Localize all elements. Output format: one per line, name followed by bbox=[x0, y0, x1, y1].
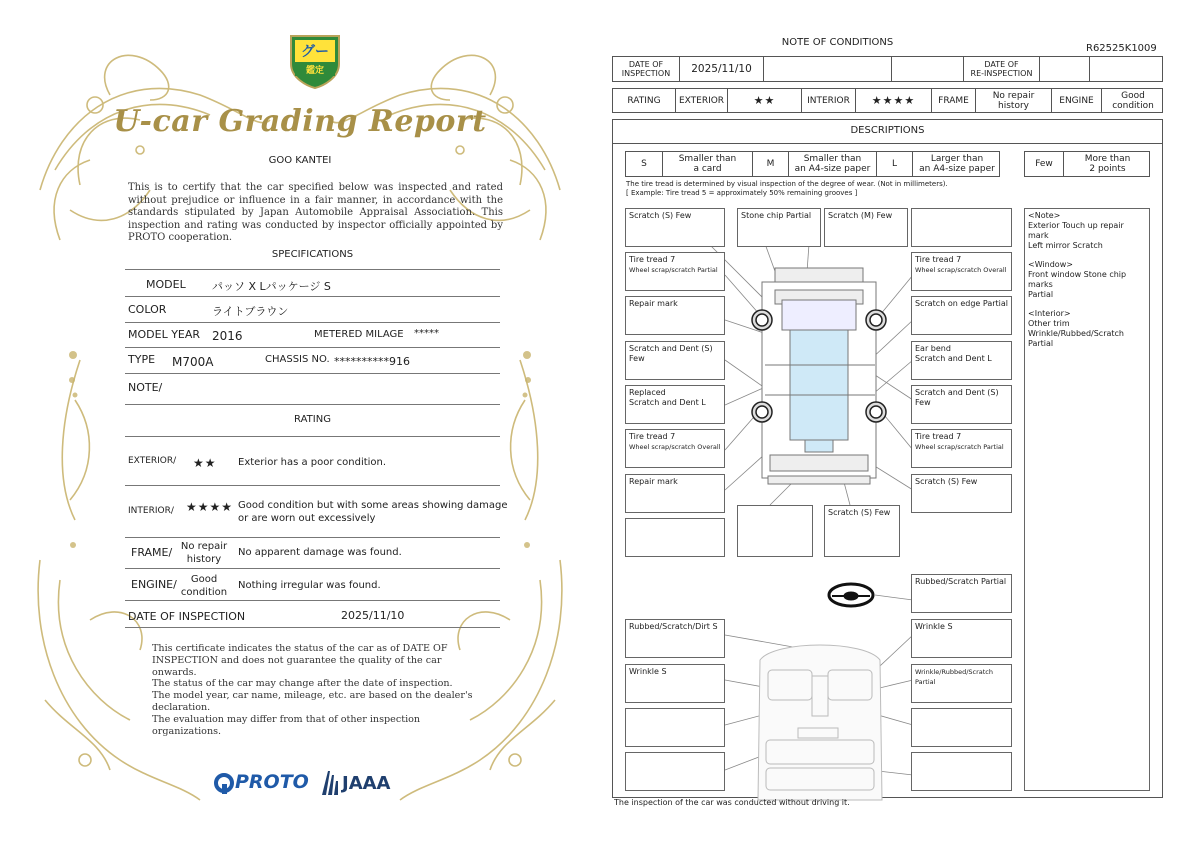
note-line: Replaced bbox=[629, 388, 666, 397]
interior-label: INTERIOR bbox=[801, 89, 855, 112]
model-year-value: 2016 bbox=[212, 329, 243, 343]
color-value: ライトブラウン bbox=[212, 305, 289, 318]
divider bbox=[125, 404, 500, 405]
interior-label: INTERIOR/ bbox=[128, 506, 174, 516]
label-line: INSPECTION bbox=[621, 69, 671, 78]
note-of-conditions-sheet bbox=[600, 0, 1200, 848]
damage-note: Scratch (S) Few bbox=[824, 505, 900, 557]
value-line: condition bbox=[1112, 100, 1154, 111]
footer-line: The model year, car name, mileage, etc. are based on the dealer's bbox=[152, 690, 473, 702]
divider bbox=[125, 600, 500, 601]
note-line: Ear bend bbox=[915, 344, 951, 353]
model-value: パッソ X Lパッケージ S bbox=[212, 280, 331, 293]
legend-line: a card bbox=[693, 164, 722, 174]
rating-heading: RATING bbox=[294, 414, 331, 425]
note-line: Wheel scrap/scratch Partial bbox=[915, 443, 1004, 451]
interior-desc-line1: Good condition but with some areas showing damage bbox=[238, 500, 508, 511]
divider bbox=[125, 537, 500, 538]
damage-note bbox=[625, 252, 725, 291]
damage-note: Rubbed/Scratch/Dirt S bbox=[625, 619, 725, 658]
certificate-footer bbox=[152, 643, 482, 737]
note-line: Scratch and Dent L bbox=[915, 354, 992, 363]
model-label: MODEL bbox=[146, 278, 186, 291]
value-line: Good bbox=[1121, 90, 1145, 101]
legend-line: an A4-size paper bbox=[919, 164, 995, 174]
value-line: No repair bbox=[992, 90, 1035, 101]
note-line: Wrinkle/Rubbed/Scratch bbox=[1028, 329, 1124, 338]
footer-line: INSPECTION and does not guarantee the quality of the car onwards. bbox=[152, 654, 442, 678]
jaaa-logo-text: JAAA bbox=[342, 773, 391, 794]
color-label: COLOR bbox=[128, 303, 167, 316]
note-line: Wheel scrap/scratch Partial bbox=[629, 266, 718, 274]
proto-mark-icon bbox=[213, 771, 235, 795]
divider bbox=[125, 436, 500, 437]
note-line: Tire tread 7 bbox=[629, 255, 676, 264]
note-line: Wheel scrap/scratch Overall bbox=[915, 266, 1007, 274]
damage-note: Scratch and Dent (S) Few bbox=[911, 385, 1012, 424]
goo-kantei-badge bbox=[287, 30, 343, 90]
damage-note: Wrinkle S bbox=[911, 619, 1012, 658]
divider bbox=[125, 322, 500, 323]
interior-heading: <Interior> bbox=[1028, 309, 1071, 318]
divider bbox=[125, 269, 500, 270]
note-line: Partial bbox=[1028, 290, 1054, 299]
notes-panel bbox=[1024, 208, 1150, 791]
conditions-title: NOTE OF CONDITIONS bbox=[781, 37, 894, 48]
divider bbox=[125, 627, 500, 628]
value-line: history bbox=[998, 100, 1029, 111]
note-line: Tire tread 7 bbox=[629, 432, 676, 441]
damage-note: Wrinkle S bbox=[625, 664, 725, 703]
label-line: DATE OF bbox=[628, 60, 664, 69]
legend-line: Larger than bbox=[930, 154, 984, 164]
type-value: M700A bbox=[172, 355, 214, 369]
certificate-intro: This is to certify that the car specified below was inspected and rated without prejudice or influence in a fair manner, in accordance with the standards stipulated by Japan Automobile Appraisal Association. This inspection and rating was conducted by inspector officially appointed by PROTO cooperation. bbox=[128, 182, 503, 243]
engine-label: ENGINE/ bbox=[131, 578, 177, 591]
exterior-label: EXTERIOR bbox=[675, 89, 727, 112]
window-heading: <Window> bbox=[1028, 260, 1073, 269]
damage-note-empty bbox=[625, 518, 725, 557]
damage-note bbox=[911, 252, 1012, 291]
legend-line: an A4-size paper bbox=[794, 164, 871, 174]
tire-note-line1: The tire tread is determined by visual inspection of the degree of wear. (Not in millimeters). bbox=[626, 180, 948, 188]
chassis-value: **********916 bbox=[334, 355, 410, 368]
exterior-stars: ★★ bbox=[193, 456, 217, 470]
legend-s: S bbox=[641, 159, 647, 169]
inspection-footer: The inspection of the car was conducted without driving it. bbox=[614, 798, 850, 807]
note-line: Scratch and Dent L bbox=[629, 398, 706, 407]
damage-note: Scratch (M) Few bbox=[824, 208, 908, 247]
damage-note: Stone chip Partial bbox=[737, 208, 821, 247]
engine-label: ENGINE bbox=[1051, 89, 1101, 112]
inspection-date-value: 2025/11/10 bbox=[341, 609, 405, 622]
note-label: NOTE/ bbox=[128, 381, 163, 394]
legend-few: Few bbox=[1035, 159, 1053, 169]
interior-desc-line2: or are worn out excessively bbox=[238, 513, 376, 524]
footer-line: declaration. bbox=[152, 701, 211, 713]
damage-note: Scratch (S) Few bbox=[911, 474, 1012, 513]
footer-line: The status of the car may change after the date of inspection. bbox=[152, 678, 453, 690]
note-line: Wheel scrap/scratch Overall bbox=[629, 443, 721, 451]
footer-line: The evaluation may differ from that of other inspection organizations. bbox=[152, 713, 421, 737]
divider bbox=[125, 568, 500, 569]
legend-line: 2 points bbox=[1089, 164, 1126, 174]
inspection-date-label: DATE OF INSPECTION bbox=[128, 610, 246, 623]
frame-label: FRAME bbox=[931, 89, 975, 112]
jaaa-mark-icon bbox=[318, 769, 340, 797]
divider bbox=[125, 296, 500, 297]
divider bbox=[125, 347, 500, 348]
damage-note: Repair mark bbox=[625, 296, 725, 335]
engine-desc: Nothing irregular was found. bbox=[238, 580, 381, 591]
legend-m: M bbox=[752, 152, 788, 176]
damage-note: Scratch and Dent (S) Few bbox=[625, 341, 725, 380]
exterior-stars: ★★ bbox=[727, 89, 801, 112]
reference-number: R62525K1009 bbox=[1086, 43, 1157, 54]
model-year-label: MODEL YEAR bbox=[128, 328, 201, 341]
tire-note-line2: [ Example: Tire tread 5 = approximately 50% remaining grooves ] bbox=[626, 189, 858, 197]
damage-note: Scratch (S) Few bbox=[625, 208, 725, 247]
legend-line: More than bbox=[1084, 154, 1131, 164]
note-line: Left mirror Scratch bbox=[1028, 241, 1103, 250]
damage-note-empty bbox=[625, 752, 725, 791]
damage-note: Rubbed/Scratch Partial bbox=[911, 574, 1012, 613]
damage-note bbox=[911, 341, 1012, 380]
note-line: Exterior Touch up repair mark bbox=[1028, 221, 1124, 240]
type-label: TYPE bbox=[128, 353, 156, 366]
divider bbox=[125, 373, 500, 374]
note-line: Front window Stone chip marks bbox=[1028, 270, 1127, 289]
exterior-desc: Exterior has a poor condition. bbox=[238, 457, 387, 468]
damage-note-empty bbox=[737, 505, 813, 557]
damage-note-empty bbox=[911, 708, 1012, 747]
legend-l: L bbox=[876, 152, 912, 176]
damage-note bbox=[625, 429, 725, 468]
note-heading: <Note> bbox=[1028, 211, 1061, 220]
badge-text-top: グー bbox=[301, 44, 329, 60]
note-line: Tire tread 7 bbox=[915, 432, 962, 441]
note-line: Tire tread 7 bbox=[915, 255, 962, 264]
metered-mileage-value: ***** bbox=[414, 328, 439, 339]
frame-value-line2: history bbox=[186, 554, 222, 565]
engine-value-line1: Good bbox=[190, 574, 218, 585]
frame-label: FRAME/ bbox=[131, 546, 173, 559]
label-line: DATE OF bbox=[984, 60, 1019, 69]
report-title: U-car Grading Report bbox=[113, 104, 487, 139]
frame-value-line1: No repair bbox=[180, 541, 228, 552]
damage-note bbox=[911, 429, 1012, 468]
note-line: Partial bbox=[1028, 339, 1054, 348]
steering-wheel-icon bbox=[829, 584, 873, 606]
report-subtitle: GOO KANTEI bbox=[268, 155, 332, 166]
damage-note: Scratch on edge Partial bbox=[911, 296, 1012, 335]
chassis-label: CHASSIS NO. bbox=[265, 354, 330, 365]
label-line: RE-INSPECTION bbox=[970, 69, 1033, 78]
interior-stars: ★★★★ bbox=[855, 89, 931, 112]
footer-line: This certificate indicates the status of the car as of DATE OF bbox=[152, 643, 448, 654]
rating-label: RATING bbox=[627, 95, 661, 106]
damage-note bbox=[625, 385, 725, 424]
damage-note-empty bbox=[911, 752, 1012, 791]
proto-logo-text: PROTO bbox=[235, 771, 309, 793]
descriptions-heading: DESCRIPTIONS bbox=[850, 125, 925, 136]
divider bbox=[125, 485, 500, 486]
legend-line: Smaller than bbox=[678, 154, 737, 164]
interior-stars: ★★★★ bbox=[186, 500, 234, 514]
metered-mileage-label: METERED MILAGE bbox=[314, 329, 404, 340]
engine-value-line2: condition bbox=[180, 587, 228, 598]
damage-note: Repair mark bbox=[625, 474, 725, 513]
frame-desc: No apparent damage was found. bbox=[238, 547, 402, 558]
exterior-label: EXTERIOR/ bbox=[128, 456, 177, 466]
badge-text-bottom: 鑑定 bbox=[305, 66, 324, 76]
note-line: Other trim bbox=[1028, 319, 1070, 328]
specifications-heading: SPECIFICATIONS bbox=[271, 249, 354, 260]
damage-note: Wrinkle/Rubbed/Scratch Partial bbox=[911, 664, 1012, 703]
date-of-inspection-value: 2025/11/10 bbox=[679, 57, 763, 81]
damage-note-empty bbox=[625, 708, 725, 747]
legend-line: Smaller than bbox=[803, 154, 862, 164]
damage-note-empty bbox=[911, 208, 1012, 247]
